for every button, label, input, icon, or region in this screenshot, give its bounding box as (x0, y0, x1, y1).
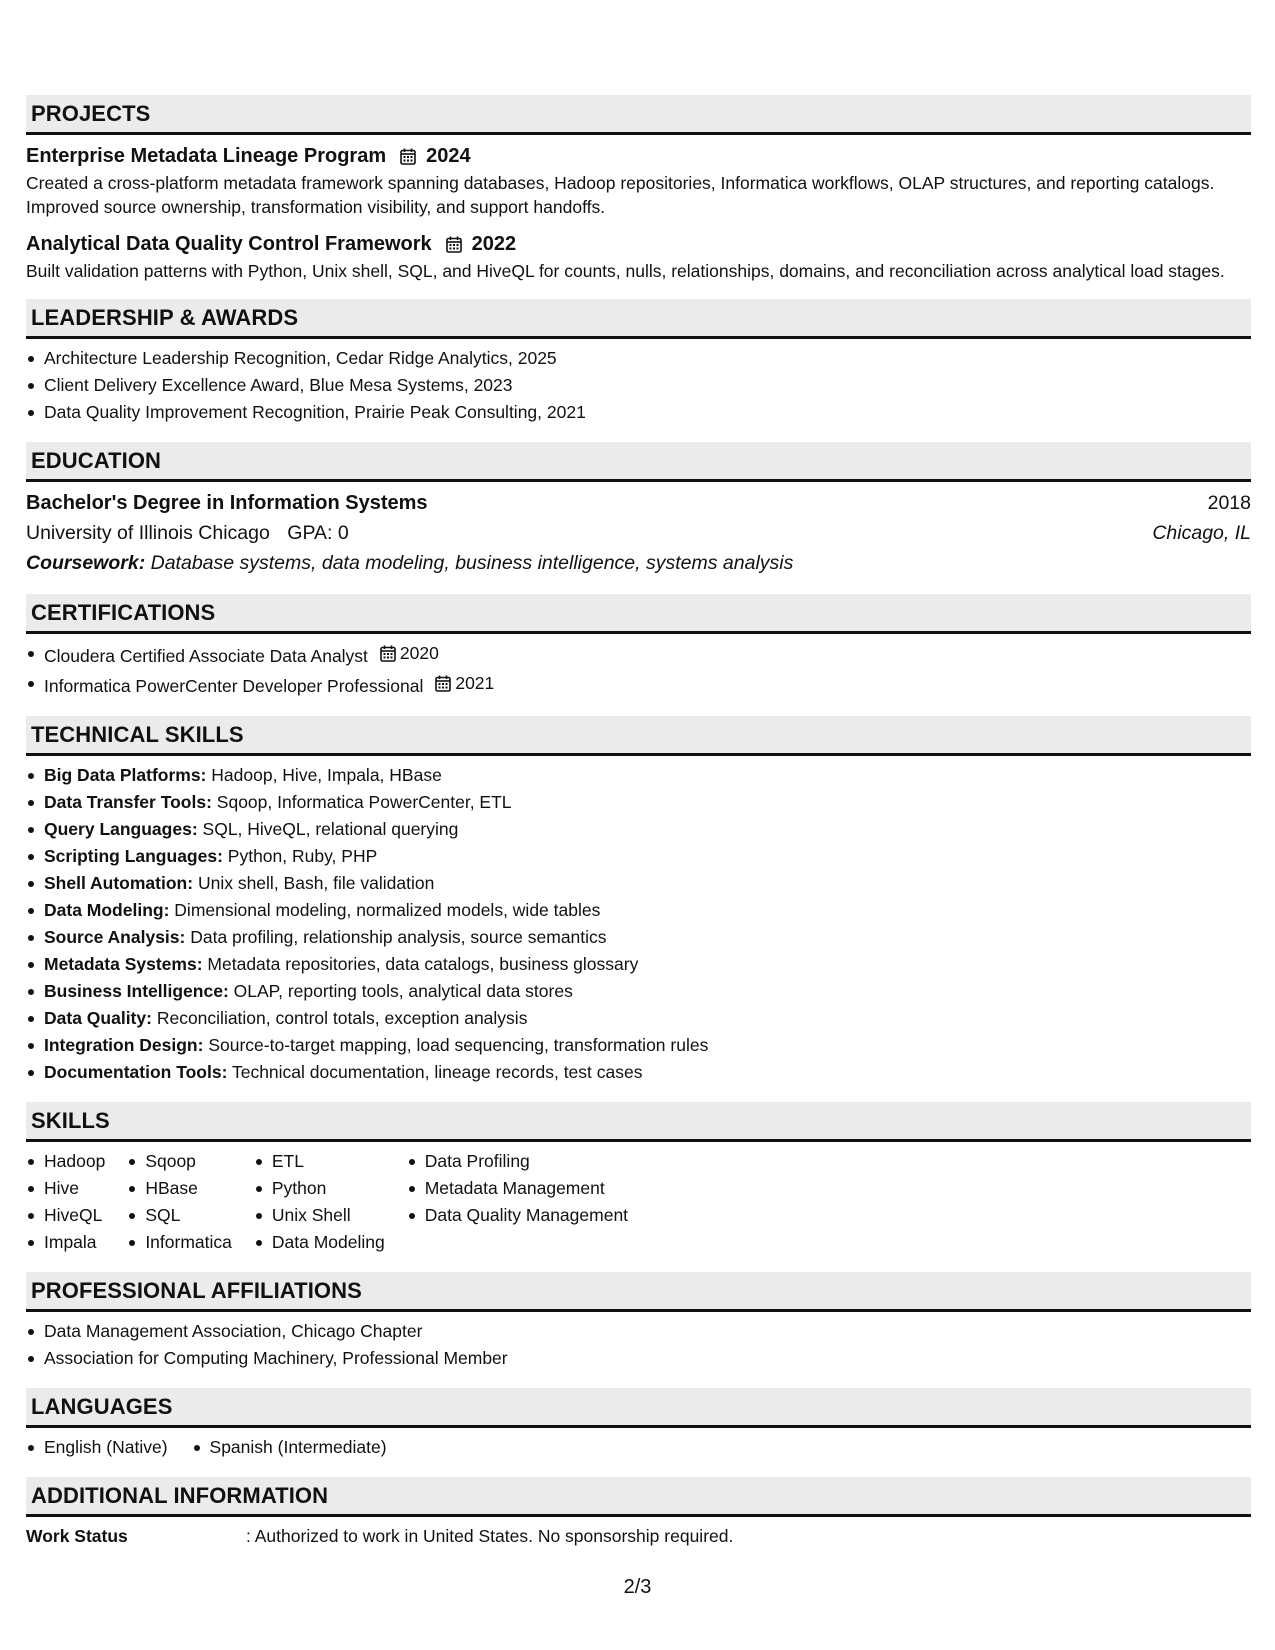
skill-label: Data Modeling: (44, 900, 170, 920)
skill-value: OLAP, reporting tools, analytical data stores (233, 981, 573, 1001)
list-item: HBase (127, 1175, 232, 1202)
section-heading: CERTIFICATIONS (26, 594, 1251, 634)
skill-value: Data profiling, relationship analysis, source semantics (190, 927, 607, 947)
skill-label: Data Quality: (44, 1008, 152, 1028)
section-heading: LANGUAGES (26, 1388, 1251, 1428)
skills-column (254, 1148, 385, 1256)
certification-year: 2020 (399, 643, 439, 663)
skill-value: Metadata repositories, data catalogs, business glossary (207, 954, 639, 974)
skills-column (127, 1148, 232, 1256)
project-year: 2024 (426, 145, 471, 167)
section-heading: LEADERSHIP & AWARDS (26, 299, 1251, 339)
education-section (26, 442, 1251, 578)
project-item (26, 229, 1251, 283)
list-item (26, 1032, 1251, 1059)
coursework-value: Database systems, data modeling, business intelligence, systems analysis (150, 552, 794, 574)
section-heading: TECHNICAL SKILLS (26, 716, 1251, 756)
skill-value: Sqoop, Informatica PowerCenter, ETL (216, 792, 512, 812)
skill-label: Business Intelligence: (44, 981, 229, 1001)
list-item (26, 1005, 1251, 1032)
skill-label: Integration Design: (44, 1035, 204, 1055)
degree-title: Bachelor's Degree in Information Systems (26, 492, 428, 514)
section-heading: PROFESSIONAL AFFILIATIONS (26, 1272, 1251, 1312)
list-item: Data Modeling (254, 1229, 385, 1256)
info-key: Work Status (26, 1526, 128, 1546)
certification-year: 2021 (455, 673, 495, 693)
certifications-section (26, 594, 1251, 700)
skill-value: SQL, HiveQL, relational querying (202, 819, 459, 839)
skills-column (407, 1148, 628, 1256)
list-item (26, 978, 1251, 1005)
list-item: Data Management Association, Chicago Chapter (26, 1318, 1251, 1345)
gpa: GPA: 0 (287, 522, 349, 544)
list-item: Hadoop (26, 1148, 105, 1175)
list-item: Informatica (127, 1229, 232, 1256)
additional-info-section (26, 1477, 1251, 1549)
skill-label: Query Languages: (44, 819, 198, 839)
skills-grid (26, 1148, 1251, 1256)
list-item: HiveQL (26, 1202, 105, 1229)
list-item: Association for Computing Machinery, Professional Member (26, 1345, 1251, 1372)
list-item (26, 843, 1251, 870)
list-item (26, 816, 1251, 843)
projects-section (26, 95, 1251, 283)
project-year: 2022 (471, 233, 517, 255)
list-item (26, 640, 1251, 670)
list-item (26, 951, 1251, 978)
calendar-icon (435, 675, 451, 692)
coursework-label: Coursework: (26, 552, 146, 574)
list-item: English (Native) (26, 1434, 168, 1461)
affiliations-section (26, 1272, 1251, 1372)
list-item: ETL (254, 1148, 385, 1175)
project-item (26, 141, 1251, 219)
project-title: Analytical Data Quality Control Framework (26, 233, 432, 255)
skill-label: Metadata Systems: (44, 954, 203, 974)
list-item (26, 1059, 1251, 1086)
languages-section (26, 1388, 1251, 1461)
calendar-icon (380, 645, 396, 662)
list-item: Metadata Management (407, 1175, 628, 1202)
list-item: Unix Shell (254, 1202, 385, 1229)
list-item: SQL (127, 1202, 232, 1229)
section-heading: SKILLS (26, 1102, 1251, 1142)
skill-value: Reconciliation, control totals, exception analysis (156, 1008, 528, 1028)
skills-section (26, 1102, 1251, 1256)
skill-value: Python, Ruby, PHP (227, 846, 378, 866)
list-item: Data Quality Management (407, 1202, 628, 1229)
skill-label: Data Transfer Tools: (44, 792, 212, 812)
list-item: Spanish (Intermediate) (192, 1434, 387, 1461)
list-item: Hive (26, 1175, 105, 1202)
list-item (26, 897, 1251, 924)
skill-label: Big Data Platforms: (44, 765, 207, 785)
list-item: Sqoop (127, 1148, 232, 1175)
list-item: Architecture Leadership Recognition, Cedar Ridge Analytics, 2025 (26, 345, 1251, 372)
info-value: : Authorized to work in United States. No sponsorship required. (246, 1526, 734, 1546)
project-description: Built validation patterns with Python, Unix shell, SQL, and HiveQL for counts, nulls, relationships, domains, and reconciliation across analytical load stages. (26, 261, 1225, 281)
certification-name: Cloudera Certified Associate Data Analyst (44, 646, 368, 666)
page-number: 2/3 (623, 1576, 652, 1598)
skill-value: Dimensional modeling, normalized models, wide tables (174, 900, 601, 920)
skill-label: Scripting Languages: (44, 846, 223, 866)
skills-column (26, 1148, 105, 1256)
list-item: Impala (26, 1229, 105, 1256)
section-heading: EDUCATION (26, 442, 1251, 482)
skill-value: Hadoop, Hive, Impala, HBase (211, 765, 442, 785)
resume-page (26, 95, 1251, 1565)
school-name: University of Illinois Chicago (26, 522, 270, 544)
section-heading: ADDITIONAL INFORMATION (26, 1477, 1251, 1517)
calendar-icon (400, 148, 416, 165)
list-item: Client Delivery Excellence Award, Blue Mesa Systems, 2023 (26, 372, 1251, 399)
coursework (26, 548, 1251, 578)
project-title: Enterprise Metadata Lineage Program (26, 145, 387, 167)
skill-label: Shell Automation: (44, 873, 194, 893)
list-item (26, 762, 1251, 789)
info-row (26, 1523, 1251, 1549)
education-location: Chicago, IL (1152, 522, 1251, 544)
list-item (26, 924, 1251, 951)
leadership-section (26, 299, 1251, 426)
list-item: Data Profiling (407, 1148, 628, 1175)
education-year: 2018 (1207, 492, 1251, 514)
skill-label: Documentation Tools: (44, 1062, 228, 1082)
list-item: Python (254, 1175, 385, 1202)
section-heading: PROJECTS (26, 95, 1251, 135)
skill-value: Technical documentation, lineage records, test cases (231, 1062, 643, 1082)
list-item (26, 670, 1251, 700)
technical-skills-section (26, 716, 1251, 1086)
certification-name: Informatica PowerCenter Developer Professional (44, 676, 424, 696)
list-item: Data Quality Improvement Recognition, Prairie Peak Consulting, 2021 (26, 399, 1251, 426)
list-item (26, 789, 1251, 816)
skill-value: Source-to-target mapping, load sequencing, transformation rules (208, 1035, 709, 1055)
list-item (26, 870, 1251, 897)
project-description: Created a cross-platform metadata framework spanning databases, Hadoop repositories, Informatica workflows, OLAP structures, and reporting catalogs. Improved source ownership, transformation visibility, and support handoffs. (26, 173, 1215, 217)
calendar-icon (446, 236, 462, 253)
skill-label: Source Analysis: (44, 927, 186, 947)
skill-value: Unix shell, Bash, file validation (197, 873, 435, 893)
